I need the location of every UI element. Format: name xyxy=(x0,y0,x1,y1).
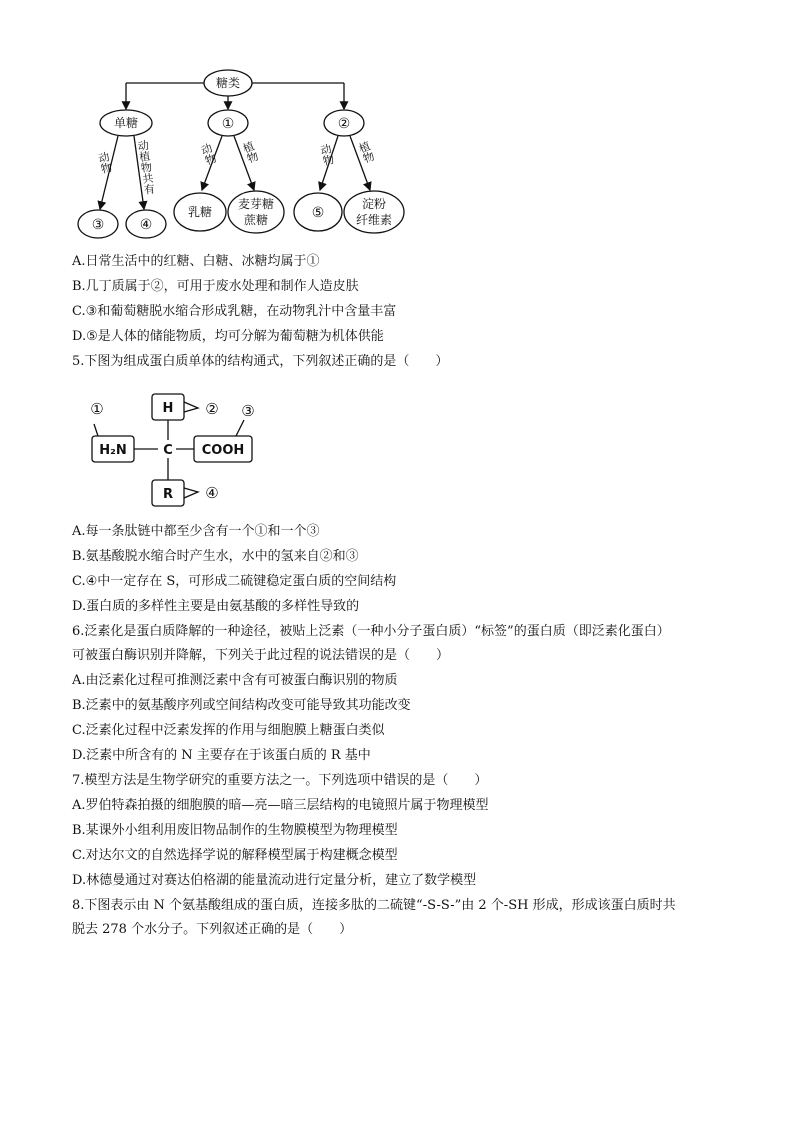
q6-option-b: B.泛素中的氨基酸序列或空间结构改变可能导致其功能改变 xyxy=(72,698,411,713)
edge-label-mono-left: 动物 xyxy=(95,150,114,175)
q5-option-d: D.蛋白质的多样性主要是由氨基酸的多样性导致的 xyxy=(72,599,360,614)
leaf-label-sucrose: 蔗糖 xyxy=(243,213,269,227)
leaf-label-5: ⑤ xyxy=(311,205,325,221)
q7-stem: 7.模型方法是生物学研究的重要方法之一。下列选项中错误的是（ ） xyxy=(72,773,488,788)
l1-label-1: ① xyxy=(221,116,235,132)
marker-3: ③ xyxy=(241,402,255,420)
marker-2: ② xyxy=(205,400,219,418)
root-label: 糖类 xyxy=(215,76,241,90)
q4-option-a: A.日常生活中的红糖、白糖、冰糖均属于① xyxy=(72,254,320,269)
sugar-classification-diagram xyxy=(70,66,410,244)
carboxyl-group-label: COOH xyxy=(201,443,245,458)
q4-option-b: B.几丁质属于②，可用于废水处理和制作人造皮肤 xyxy=(72,279,359,294)
q8-stem-line2: 脱去 278 个水分子。下列叙述正确的是（ ） xyxy=(72,922,353,937)
q4-option-d: D.⑤是人体的储能物质，均可分解为葡萄糖为机体供能 xyxy=(72,329,384,344)
q5-option-a: A.每一条肽链中都至少含有一个①和一个③ xyxy=(72,524,320,539)
q5-stem: 5.下图为组成蛋白质单体的结构通式，下列叙述正确的是（ ） xyxy=(72,354,449,369)
q4-option-c: C.③和葡萄糖脱水缩合形成乳糖，在动物乳汁中含量丰富 xyxy=(72,304,397,319)
q6-option-d: D.泛素中所含有的 N 主要存在于该蛋白质的 R 基中 xyxy=(72,748,371,763)
edge-label-1-right: 植物 xyxy=(239,139,261,165)
leaf-label-cellulose: 纤维素 xyxy=(355,213,393,227)
edge-label-2-left: 动物 xyxy=(317,142,336,167)
edge-label-2-right: 植物 xyxy=(355,139,377,165)
leaf-label-3: ③ xyxy=(91,217,105,233)
hydrogen-label: H xyxy=(162,401,174,416)
marker-1: ① xyxy=(90,400,104,418)
l1-label-2: ② xyxy=(337,116,351,132)
l1-label-mono: 单糖 xyxy=(113,116,139,130)
q6-option-c: C.泛素化过程中泛素发挥的作用与细胞膜上糖蛋白类似 xyxy=(72,723,385,738)
edge-label-mono-right: 动植物共有 xyxy=(135,139,157,196)
q8-stem-line1: 8.下图表示由 N 个氨基酸组成的蛋白质，连接多肽的二硫键“-S-S-”由 2 个-SH 形成，形成该蛋白质时共 xyxy=(72,898,676,913)
q6-stem-line2: 可被蛋白酶识别并降解，下列关于此过程的说法错误的是（ ） xyxy=(72,648,450,663)
marker-4: ④ xyxy=(205,484,219,502)
edge-label-1-left: 动物 xyxy=(197,141,219,167)
amino-acid-structure-diagram xyxy=(86,390,276,512)
leaf-label-starch: 淀粉 xyxy=(361,197,387,211)
q5-option-b: B.氨基酸脱水缩合时产生水，水中的氢来自②和③ xyxy=(72,549,359,564)
leaf-label-lactose: 乳糖 xyxy=(187,205,213,219)
q5-option-c: C.④中一定存在 S，可形成二硫键稳定蛋白质的空间结构 xyxy=(72,574,397,589)
q6-stem-line1: 6.泛素化是蛋白质降解的一种途径，被贴上泛素（一种小分子蛋白质）“标签”的蛋白质（即泛素化蛋白） xyxy=(72,624,670,639)
carbon-label: C xyxy=(163,443,173,458)
r-group-label: R xyxy=(162,487,174,502)
q6-option-a: A.由泛素化过程可推测泛素中含有可被蛋白酶识别的物质 xyxy=(72,673,398,688)
amino-group-label: H₂N xyxy=(99,443,127,458)
q7-option-a: A.罗伯特森拍摄的细胞膜的暗—亮—暗三层结构的电镜照片属于物理模型 xyxy=(72,798,489,813)
q7-option-c: C.对达尔文的自然选择学说的解释模型属于构建概念模型 xyxy=(72,848,398,863)
leaf-label-maltose: 麦芽糖 xyxy=(237,197,275,211)
q7-option-b: B.某课外小组利用废旧物品制作的生物膜模型为物理模型 xyxy=(72,823,398,838)
q7-option-d: D.林德曼通过对赛达伯格湖的能量流动进行定量分析，建立了数学模型 xyxy=(72,873,477,888)
leaf-label-4: ④ xyxy=(139,217,153,233)
